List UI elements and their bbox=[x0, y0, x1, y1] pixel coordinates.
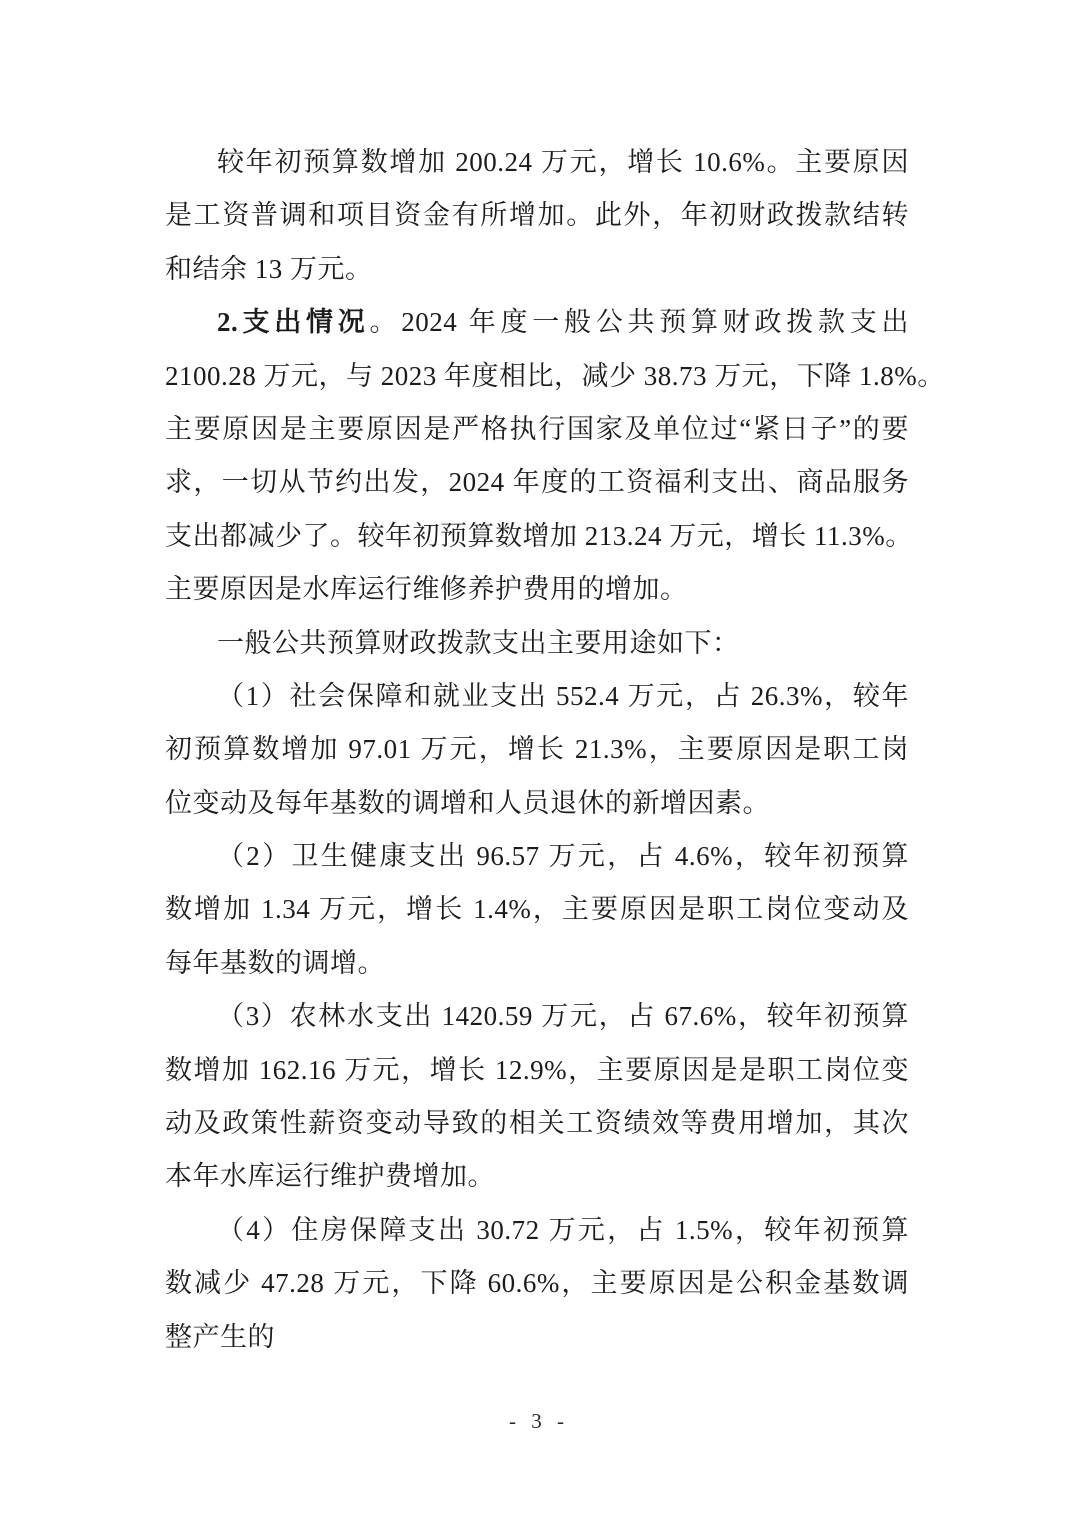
text-line bbox=[165, 617, 909, 670]
text-line bbox=[165, 136, 909, 189]
text-line bbox=[165, 403, 909, 456]
text-line-content: 位变动及每年基数的调增和人员退休的新增因素。 bbox=[165, 787, 770, 818]
text-line-content: （3）农林水支出 1420.59 万元，占 67.6%，较年初预算 bbox=[217, 1001, 909, 1032]
text-line bbox=[165, 243, 909, 296]
text-line bbox=[165, 830, 909, 883]
text-line-content: 本年水库运行维护费增加。 bbox=[165, 1161, 495, 1192]
text-line-content: 动及政策性薪资变动导致的相关工资绩效等费用增加，其次 bbox=[165, 1108, 909, 1139]
text-line bbox=[165, 1257, 909, 1310]
page-number: - 3 - bbox=[509, 1409, 566, 1433]
text-line-content: 求，一切从节约出发，2024 年度的工资福利支出、商品服务 bbox=[165, 467, 909, 498]
text-line-content: 。2024 年度一般公共预算财政拨款支出 bbox=[369, 307, 909, 338]
text-line bbox=[165, 189, 909, 242]
text-line-content: 每年基数的调增。 bbox=[165, 947, 385, 978]
text-line-content: 主要原因是主要原因是严格执行国家及单位过“紧日子”的要 bbox=[165, 413, 909, 444]
text-line bbox=[165, 1097, 909, 1150]
text-line-content: 初预算数增加 97.01 万元，增长 21.3%，主要原因是职工岗 bbox=[165, 734, 909, 765]
text-line bbox=[165, 456, 909, 509]
body-text bbox=[165, 136, 945, 1364]
text-line-content: 数增加 1.34 万元，增长 1.4%，主要原因是职工岗位变动及 bbox=[165, 894, 909, 925]
text-line bbox=[165, 723, 909, 776]
text-line-content: 支出都减少了。较年初预算数增加 213.24 万元，增长 11.3%。 bbox=[165, 520, 913, 551]
text-line bbox=[165, 670, 909, 723]
text-line-content: 主要原因是水库运行维修养护费用的增加。 bbox=[165, 574, 688, 605]
text-line-content: （2）卫生健康支出 96.57 万元，占 4.6%，较年初预算 bbox=[217, 841, 909, 872]
text-line bbox=[165, 1204, 909, 1257]
text-line-content: 数增加 162.16 万元，增长 12.9%，主要原因是是职工岗位变 bbox=[165, 1054, 909, 1085]
text-line bbox=[165, 883, 909, 936]
text-line bbox=[165, 1150, 909, 1203]
text-line-content: 2100.28 万元，与 2023 年度相比，减少 38.73 万元，下降 1.8%。 bbox=[165, 360, 945, 391]
text-line bbox=[165, 296, 909, 349]
text-line-content: 和结余 13 万元。 bbox=[165, 253, 373, 284]
text-line bbox=[165, 510, 913, 563]
text-line-content: 数减少 47.28 万元，下降 60.6%，主要原因是公积金基数调 bbox=[165, 1268, 909, 1299]
section-heading-bold: 2.支出情况 bbox=[217, 307, 370, 338]
text-line bbox=[165, 777, 909, 830]
text-line-content: 整产生的 bbox=[165, 1321, 275, 1352]
text-line-content: （4）住房保障支出 30.72 万元，占 1.5%，较年初预算 bbox=[217, 1214, 909, 1245]
text-line bbox=[165, 937, 909, 990]
text-line bbox=[165, 563, 909, 616]
text-line bbox=[165, 990, 909, 1043]
text-line-content: 较年初预算数增加 200.24 万元，增长 10.6%。主要原因 bbox=[217, 147, 909, 177]
text-line-content: 是工资普调和项目资金有所增加。此外，年初财政拨款结转 bbox=[165, 200, 909, 231]
text-line bbox=[165, 350, 945, 403]
text-line-content: （1）社会保障和就业支出 552.4 万元，占 26.3%，较年 bbox=[217, 680, 909, 711]
text-line bbox=[165, 1044, 909, 1097]
text-line-content: 一般公共预算财政拨款支出主要用途如下： bbox=[217, 627, 740, 658]
text-line bbox=[165, 1311, 909, 1364]
